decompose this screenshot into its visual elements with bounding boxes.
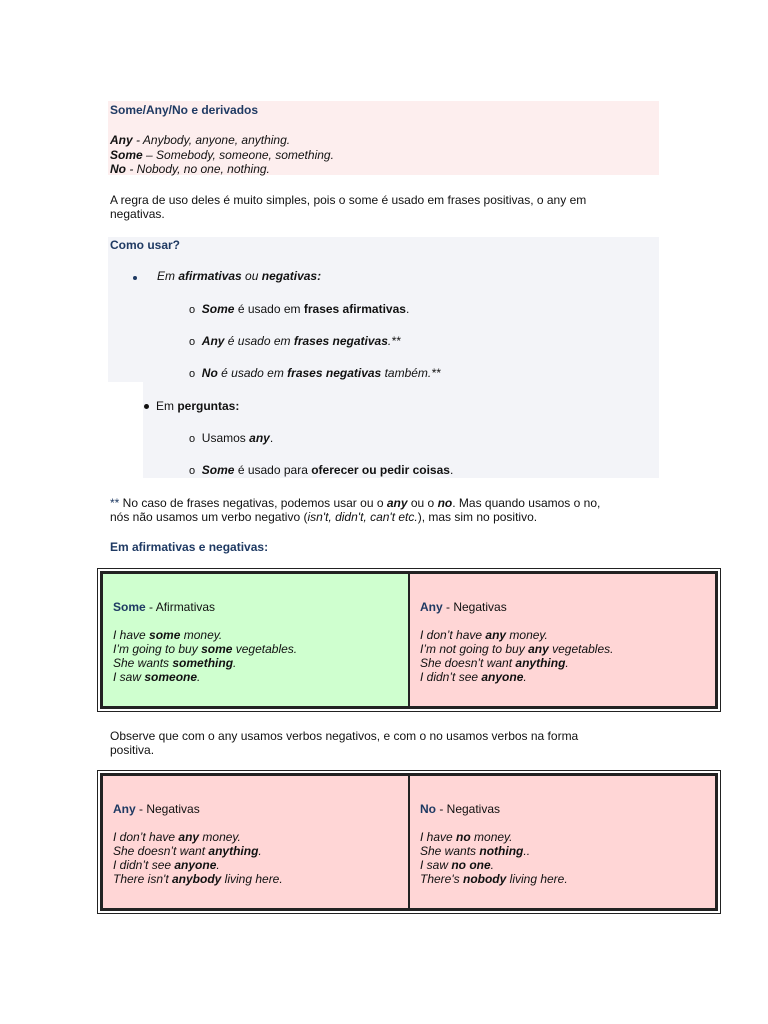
- text: Em: [156, 399, 178, 413]
- observation-line1: Observe que com o any usamos verbos negativos, e com o no usamos verbos na forma: [110, 729, 579, 743]
- intro-line-no: [110, 162, 270, 176]
- subitem-use-any: [189, 431, 273, 446]
- circle-bullet-icon: o: [189, 433, 196, 445]
- example-line: There's nobody living here.: [420, 872, 568, 886]
- example-line: She doesn’t want anything.: [420, 656, 569, 670]
- intro-word: No: [110, 162, 126, 176]
- subitem-some-offer: [189, 463, 453, 478]
- how-to-title: Como usar?: [110, 238, 181, 252]
- subitem-any: [189, 334, 401, 349]
- note-line1: [110, 496, 600, 510]
- example-line: There isn't anybody living here.: [113, 872, 283, 886]
- example-line: I saw someone.: [113, 670, 201, 684]
- example-line: I don’t have any money.: [420, 628, 548, 642]
- example-line: I didn’t see anyone.: [420, 670, 527, 684]
- subitem-some: [189, 302, 409, 317]
- text-bold: any: [249, 431, 270, 445]
- text-italic: isn't, didn't, can't etc.: [307, 510, 418, 524]
- cell-word: Any: [113, 802, 136, 816]
- text-bold: oferecer ou pedir coisas: [311, 463, 450, 477]
- bullet-affirmative-negative: [157, 269, 321, 283]
- example-line: I have no money.: [420, 830, 513, 844]
- text-bold: perguntas:: [177, 399, 240, 413]
- bullet-icon: [144, 404, 149, 409]
- subitem-no: [189, 366, 441, 381]
- rule-text-line2: negativas.: [110, 207, 165, 221]
- cell-word: Some: [113, 600, 146, 614]
- text-bold: any: [386, 496, 408, 510]
- example-line: I saw no one.: [420, 858, 495, 872]
- cell-label: - Negativas: [442, 600, 507, 614]
- cell-word: Any: [420, 600, 443, 614]
- text: também.**: [381, 366, 441, 380]
- cell-label: - Negativas: [135, 802, 200, 816]
- text: é usado em: [217, 366, 288, 380]
- text: ), mas sim no positivo.: [417, 510, 538, 524]
- note-stars: **: [110, 496, 120, 510]
- text: .: [449, 463, 454, 477]
- text: .**: [387, 334, 401, 348]
- table-some-any: [100, 571, 718, 709]
- text: .: [405, 302, 410, 316]
- text: Usamos: [201, 431, 250, 445]
- cell-any: [409, 573, 716, 707]
- text-bold: afirmativas: [178, 269, 242, 283]
- text-bold: Some: [201, 302, 235, 316]
- cell-heading: [113, 802, 398, 816]
- intro-desc: Somebody, someone, something.: [156, 148, 334, 162]
- example-line: I’m going to buy some vegetables.: [113, 642, 298, 656]
- example-line: She wants nothing..: [420, 844, 531, 858]
- intro-sep: -: [132, 133, 143, 147]
- circle-bullet-icon: o: [189, 465, 196, 477]
- note-line2: [110, 510, 537, 524]
- text: . Mas quando usamos o no,: [452, 496, 601, 510]
- bullet-icon: [133, 276, 137, 280]
- text: é usado em: [234, 302, 304, 316]
- cell-heading: [420, 802, 705, 816]
- intro-line-some: [110, 148, 334, 162]
- intro-desc: Anybody, anyone, anything.: [142, 133, 291, 147]
- intro-word: Any: [110, 133, 133, 147]
- intro-sep: -: [126, 162, 137, 176]
- intro-desc: Nobody, no one, nothing.: [136, 162, 270, 176]
- cell-word: No: [420, 802, 436, 816]
- cell-label: - Afirmativas: [145, 600, 216, 614]
- example-line: I don’t have any money.: [113, 830, 241, 844]
- example-line: I didn’t see anyone.: [113, 858, 220, 872]
- intro-word: Some: [110, 148, 143, 162]
- text-bold: Any: [201, 334, 225, 348]
- example-line: I have some money.: [113, 628, 223, 642]
- text: nós não usamos um verbo negativo (: [110, 510, 308, 524]
- table-any-no: [100, 773, 718, 911]
- text: No caso de frases negativas, podemos usar ou o: [119, 496, 387, 510]
- example-line: She wants something.: [113, 656, 237, 670]
- text-bold: No: [201, 366, 218, 380]
- rule-text-line1: A regra de uso deles é muito simples, pois o some é usado em frases positivas, o any em: [110, 193, 587, 207]
- cell-some: [102, 573, 409, 707]
- text: ou o: [407, 496, 438, 510]
- circle-bullet-icon: o: [189, 304, 196, 316]
- text: Em: [157, 269, 179, 283]
- cell-any: [102, 775, 409, 909]
- cell-heading: [420, 600, 705, 614]
- text-bold: frases afirmativas: [303, 302, 406, 316]
- text-bold: negativas:: [261, 269, 322, 283]
- intro-sep: –: [142, 148, 157, 162]
- intro-line-any: [110, 133, 290, 147]
- section-title-affirmative-negative: Em afirmativas e negativas:: [110, 540, 269, 554]
- cell-heading: [113, 600, 398, 614]
- example-line: I’m not going to buy any vegetables.: [420, 642, 614, 656]
- example-line: She doesn’t want anything.: [113, 844, 262, 858]
- text: é usado em: [224, 334, 294, 348]
- text-bold: no: [437, 496, 453, 510]
- bullet-questions: [156, 399, 239, 413]
- text-bold: frases negativas: [287, 366, 382, 380]
- circle-bullet-icon: o: [189, 336, 196, 348]
- text-bold: frases negativas: [293, 334, 388, 348]
- cell-label: - Negativas: [436, 802, 501, 816]
- cell-no: [409, 775, 716, 909]
- text: .: [269, 431, 274, 445]
- text-bold: Some: [201, 463, 235, 477]
- page-title: Some/Any/No e derivados: [110, 103, 259, 117]
- circle-bullet-icon: o: [189, 368, 196, 380]
- text: é usado para: [234, 463, 312, 477]
- text: ou: [241, 269, 262, 283]
- observation-line2: positiva.: [110, 743, 155, 757]
